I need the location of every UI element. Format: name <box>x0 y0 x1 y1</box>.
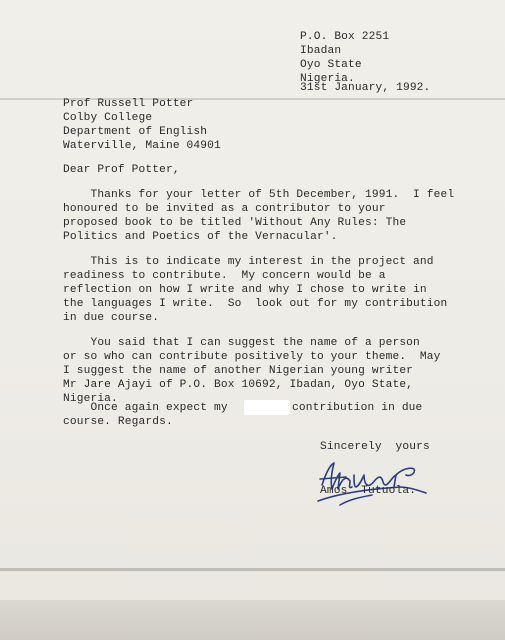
body-line: This is to indicate my interest in the project and <box>63 256 434 268</box>
sender-address-line: Oyo State <box>300 59 362 71</box>
body-line: reflection on how I write and why I chose to write in <box>63 284 427 296</box>
body-line: Mr Jare Ajayi of P.O. Box 10692, Ibadan, Oyo State, <box>63 379 414 391</box>
paper-fold-line <box>0 568 505 571</box>
body-line: Nigeria. <box>63 393 118 405</box>
closing: Sincerely yours <box>320 441 430 453</box>
body-line: contribution in due <box>292 402 423 414</box>
redaction-mark <box>244 400 290 415</box>
body-line: proposed book to be titled 'Without Any Rules: The <box>63 217 407 229</box>
body-line: in due course. <box>63 312 160 324</box>
sender-address-line: P.O. Box 2251 <box>300 31 390 43</box>
sender-address-line: Nigeria. <box>300 73 355 85</box>
body-line: honoured to be invited as a contributor to your <box>63 203 386 215</box>
body-line: Thanks for your letter of 5th December, 1991. I feel <box>63 189 455 201</box>
letter-date: 31st January, 1992. <box>300 82 431 94</box>
body-line: You said that I can suggest the name of a person <box>63 337 420 349</box>
body-line: readiness to contribute. My concern would be a <box>63 270 386 282</box>
recipient-address-line: Waterville, Maine 04901 <box>63 140 221 152</box>
body-line: course. Regards. <box>63 416 173 428</box>
recipient-address-line: Prof Russell Potter <box>63 98 194 110</box>
body-line: Once again expect my <box>63 402 228 414</box>
body-line: Politics and Poetics of the Vernacular'. <box>63 231 338 243</box>
body-line: or so who can contribute positively to your theme. May <box>63 351 441 363</box>
salutation: Dear Prof Potter, <box>63 164 180 176</box>
body-line: the languages I write. So look out for my contribution <box>63 298 448 310</box>
body-line: I suggest the name of another Nigerian young writer <box>63 365 414 377</box>
sender-address-line: Ibadan <box>300 45 342 57</box>
recipient-address-line: Colby College <box>63 112 153 124</box>
recipient-address-line: Department of English <box>63 126 208 138</box>
signature-name: Amos Tutuola. <box>320 485 417 497</box>
page-bottom-edge <box>0 600 505 640</box>
